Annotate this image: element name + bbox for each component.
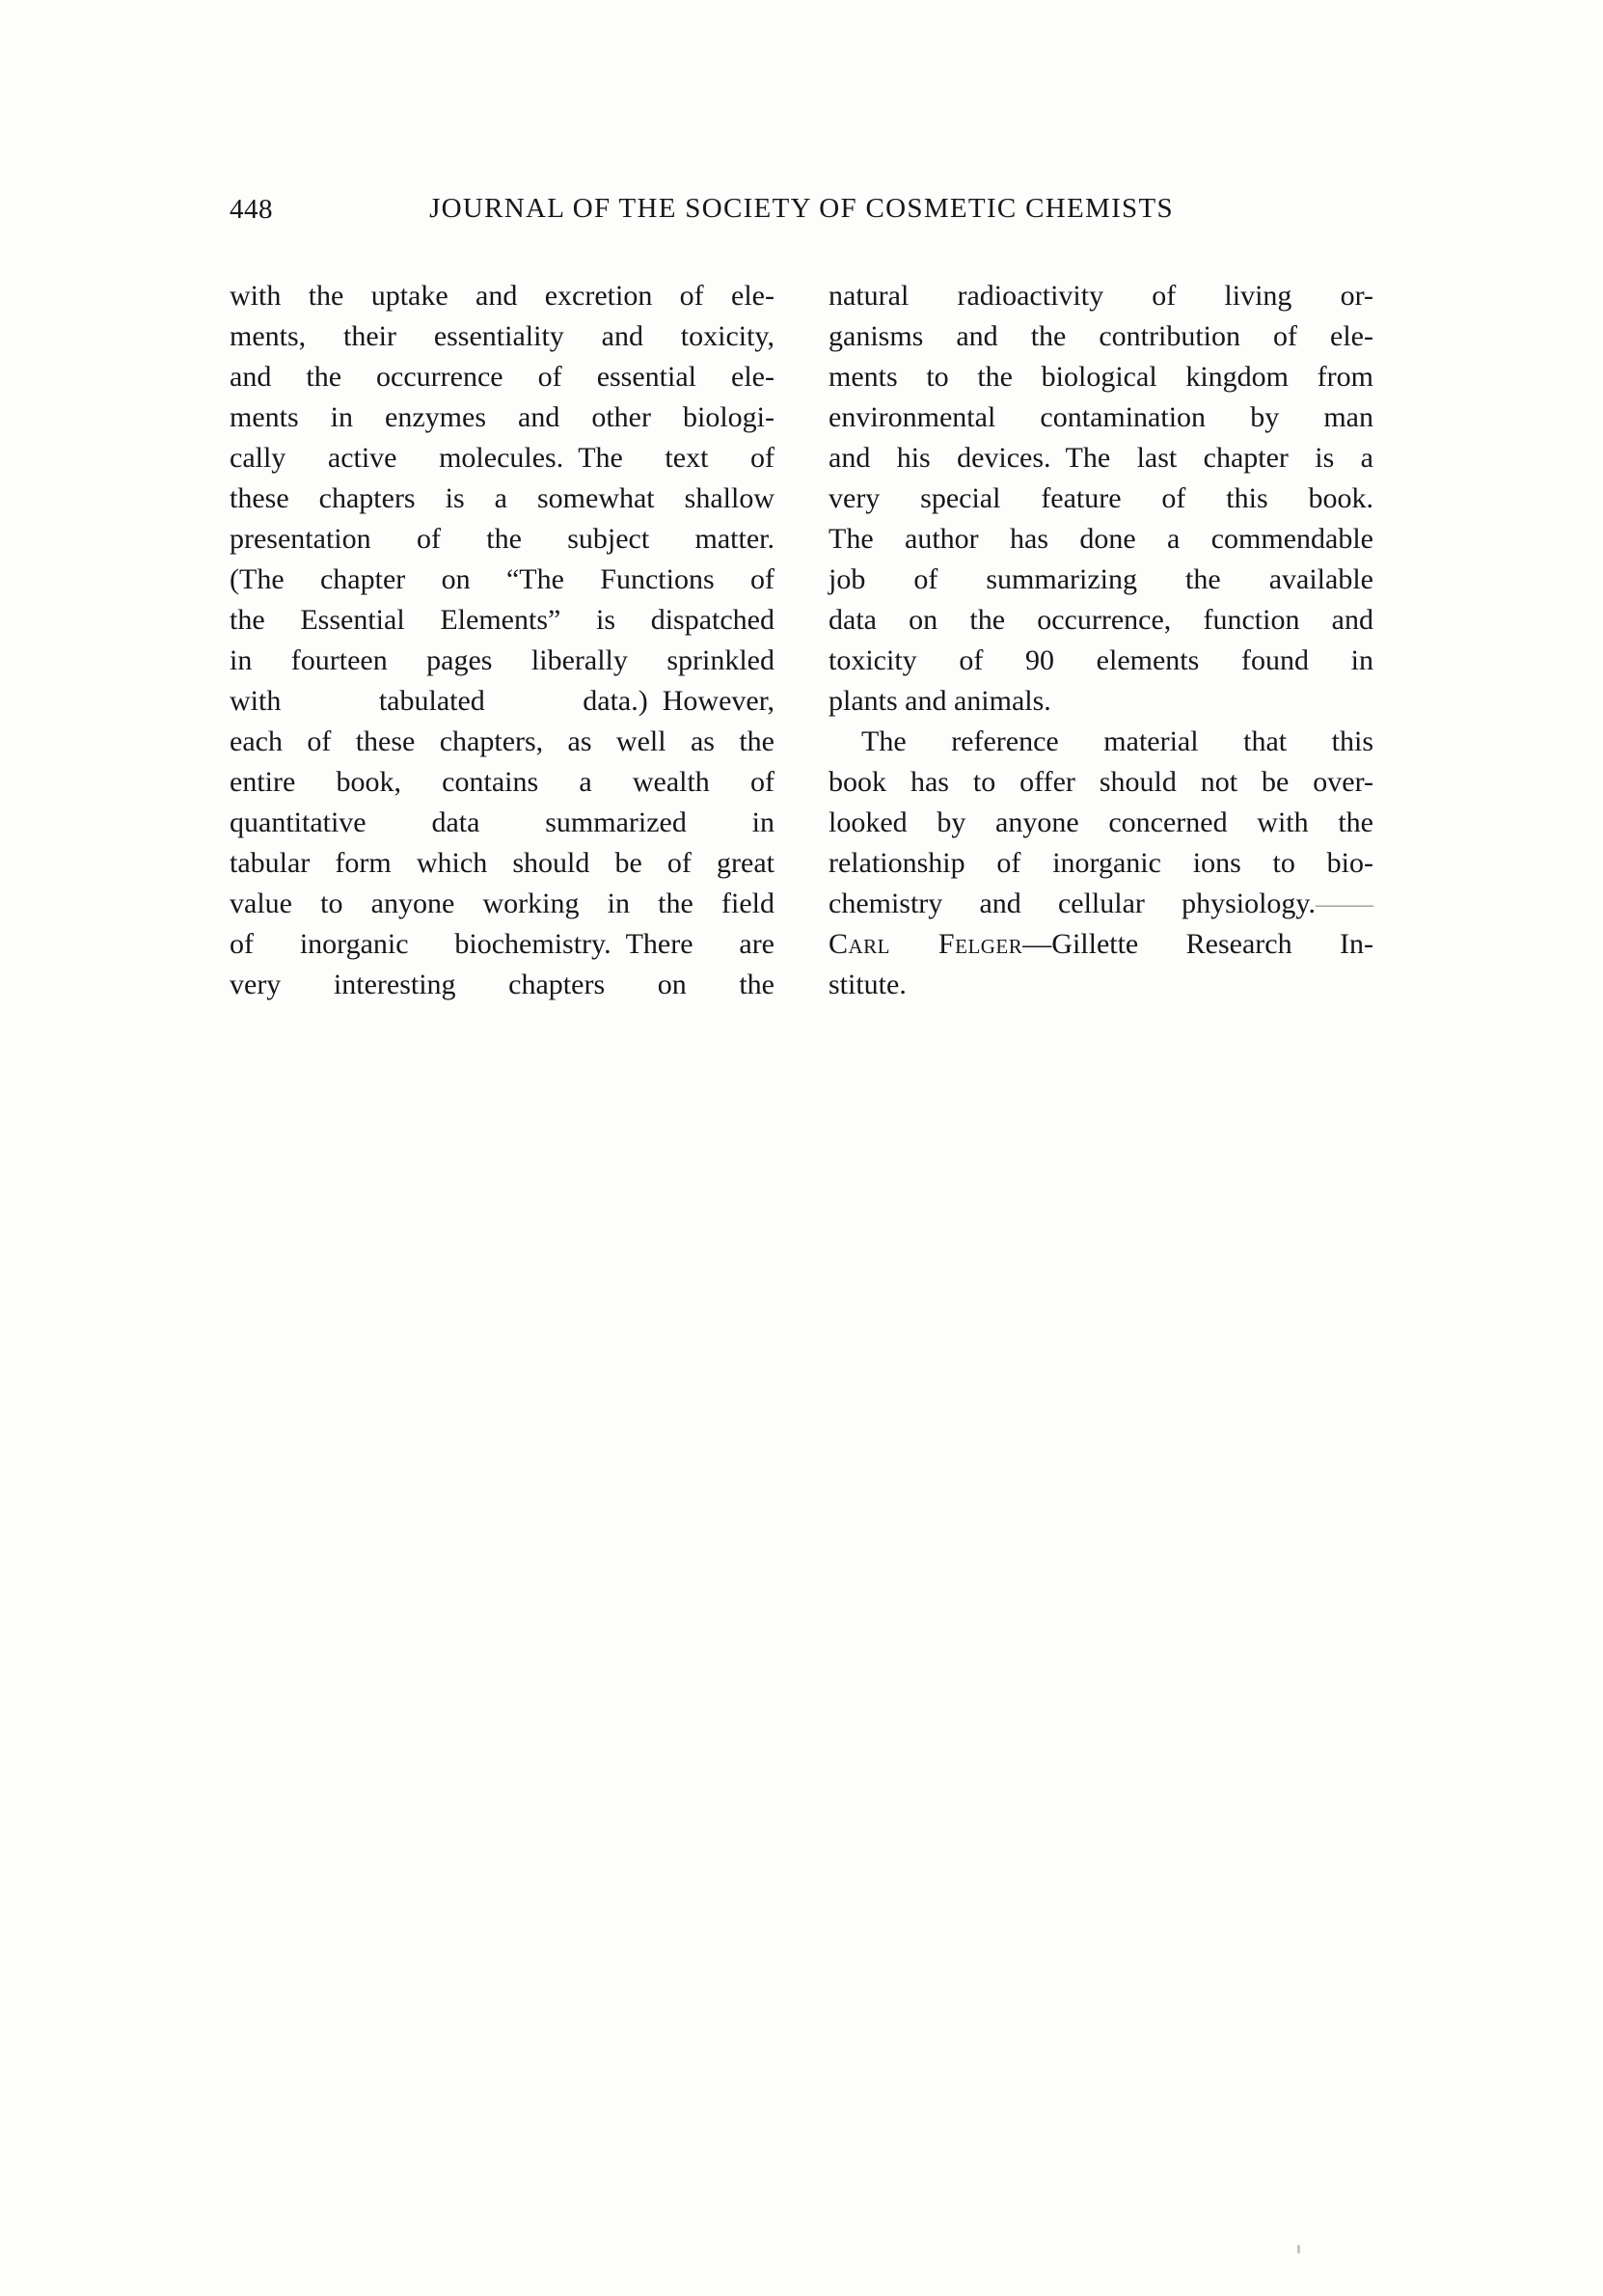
reviewer-name: Carl Felger <box>829 928 1023 960</box>
text-line <box>829 843 1373 884</box>
text-line <box>829 884 1373 924</box>
text-segment: these chapters is a somewhat shallow <box>230 482 774 514</box>
text-line <box>829 762 1373 803</box>
text-segment: presentation of the subject matter. <box>230 523 774 555</box>
text-segment: very special feature of this book. <box>829 482 1373 514</box>
text-line <box>829 438 1373 478</box>
text-segment: book has to offer should not be over- <box>829 766 1373 798</box>
text-line <box>829 965 1373 1005</box>
text-segment: ments in enzymes and other biologi- <box>230 401 774 433</box>
text-segment: ments, their essentiality and toxicity, <box>230 320 774 352</box>
text-line <box>829 641 1373 681</box>
text-line <box>230 843 774 884</box>
text-line <box>230 560 774 600</box>
text-line <box>230 478 774 519</box>
scan-speck <box>1297 2245 1300 2254</box>
text-line <box>829 722 1373 762</box>
text-line <box>230 600 774 641</box>
text-line <box>230 762 774 803</box>
text-segment: The author has done a commendable <box>829 523 1373 555</box>
text-segment: The reference material that this <box>861 725 1373 757</box>
text-line <box>829 519 1373 560</box>
text-segment: stitute. <box>829 969 907 1000</box>
page-number: 448 <box>230 194 273 225</box>
text-columns <box>230 276 1373 1005</box>
text-segment: ganisms and the contribution of ele- <box>829 320 1373 352</box>
text-line <box>230 438 774 478</box>
text-segment: with the uptake and excretion of ele- <box>230 280 774 312</box>
page-header <box>230 193 1373 232</box>
text-segment: relationship of inorganic ions to bio- <box>829 847 1373 879</box>
text-segment: tabular form which should be of great <box>230 847 774 879</box>
text-line <box>829 560 1373 600</box>
text-line <box>230 803 774 843</box>
text-line <box>230 641 774 681</box>
text-segment: —— <box>1316 888 1373 919</box>
text-segment: in fourteen pages liberally sprinkled <box>230 644 774 676</box>
text-line <box>230 924 774 965</box>
text-segment: each of these chapters, as well as the <box>230 725 774 757</box>
text-segment: environmental contamination by man <box>829 401 1373 433</box>
text-line <box>230 357 774 397</box>
text-segment: cally active molecules. The text of <box>230 442 774 474</box>
text-line <box>829 924 1373 965</box>
text-segment: data on the occurrence, function and <box>829 604 1373 636</box>
text-segment: (The chapter on “The Functions of <box>230 563 774 595</box>
text-segment: and the occurrence of essential ele- <box>230 361 774 393</box>
text-line <box>829 316 1373 357</box>
text-segment: ments to the biological kingdom from <box>829 361 1373 393</box>
text-line <box>829 600 1373 641</box>
journal-title: JOURNAL OF THE SOCIETY OF COSMETIC CHEMISTS <box>429 193 1174 224</box>
text-segment: of inorganic biochemistry. There are <box>230 928 774 960</box>
text-segment: entire book, contains a wealth of <box>230 766 774 798</box>
text-line <box>829 803 1373 843</box>
text-segment: chemistry and cellular physiology. <box>829 888 1316 919</box>
left-column <box>230 276 774 1005</box>
text-segment: plants and animals. <box>829 685 1051 717</box>
text-line <box>829 478 1373 519</box>
text-segment: value to anyone working in the field <box>230 888 774 919</box>
text-segment: job of summarizing the available <box>829 563 1373 595</box>
text-line <box>230 519 774 560</box>
text-line <box>829 276 1373 316</box>
text-line <box>230 884 774 924</box>
text-segment: toxicity of 90 elements found in <box>829 644 1373 676</box>
text-segment: natural radioactivity of living or- <box>829 280 1373 312</box>
text-segment: quantitative data summarized in <box>230 806 774 838</box>
text-line <box>230 316 774 357</box>
text-segment: the Essential Elements” is dispatched <box>230 604 774 636</box>
text-segment: and his devices. The last chapter is a <box>829 442 1373 474</box>
text-segment: with tabulated data.) However, <box>230 685 774 717</box>
text-line <box>230 276 774 316</box>
text-line <box>230 681 774 722</box>
right-column <box>829 276 1373 1005</box>
text-segment: —Gillette Research In- <box>1022 928 1374 960</box>
text-line <box>230 722 774 762</box>
text-segment: looked by anyone concerned with the <box>829 806 1373 838</box>
text-line <box>829 681 1373 722</box>
text-line <box>230 965 774 1005</box>
text-line <box>829 397 1373 438</box>
text-segment: very interesting chapters on the <box>230 969 774 1000</box>
text-line <box>829 357 1373 397</box>
text-line <box>230 397 774 438</box>
